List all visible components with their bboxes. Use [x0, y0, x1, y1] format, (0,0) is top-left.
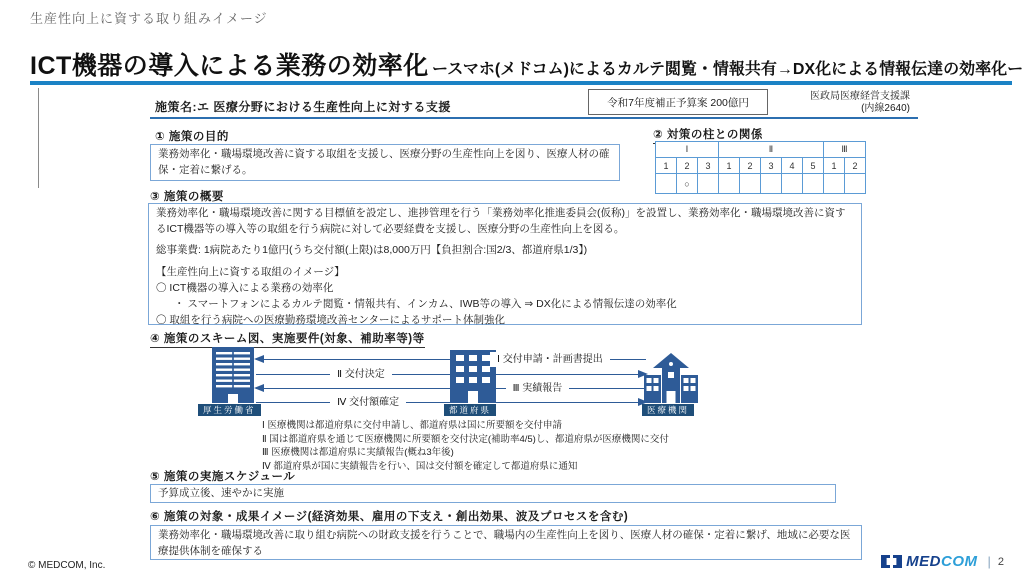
budget-box: 令和7年度補正予算案 200億円: [588, 89, 768, 115]
department-label: [778, 91, 910, 115]
pillar-col: 1: [824, 158, 844, 173]
policy-name: 施策名:エ 医療分野における生産性向上に対する支援: [155, 100, 451, 114]
scheme-notes: [262, 419, 669, 473]
pillar-col: 1: [656, 158, 676, 173]
hospital-building-icon: [644, 353, 698, 403]
copyright-text: © MEDCOM, Inc.: [28, 560, 106, 571]
section4-heading: ④ 施策のスキーム図、実施要件(対象、補助率等)等: [150, 330, 425, 348]
pillar-cell: [845, 174, 865, 193]
flow-label: Ⅰ 交付申請・計画書提出: [490, 352, 610, 367]
section3-bullet1-sub: ・ スマートフォンによるカルテ閲覧・情報共有、インカム、IWB等の導入 ⇒ DX化による情報伝達の効率化: [174, 297, 677, 310]
ministry-building-icon: [212, 347, 254, 403]
flow-label: Ⅳ 交付額確定: [330, 395, 406, 410]
document-left-edge: [38, 88, 39, 188]
pillar-group-1: Ⅰ: [656, 142, 718, 157]
slide-subtitle: ースマホ(メドコム)によるカルテ閲覧・情報共有→DX化による情報伝達の効率化ー: [432, 61, 1024, 78]
section6-body-box: 業務効率化・職場環境改善に取り組む病院への財政支援を行うことで、職場内の生産性向上を図り、医療人材の確保・定着に繋げ、地域に必要な医療提供体制を確保する: [150, 525, 862, 560]
section5-body-box: 予算成立後、速やかに実施: [150, 484, 836, 503]
section1-heading: ① 施策の目的: [155, 128, 229, 146]
scheme-note: Ⅲ 医療機関は都道府県に実績報告(概ね3年後): [262, 447, 454, 458]
pillar-cell: [824, 174, 844, 193]
pillar-mark-circle: ○: [677, 174, 697, 193]
section3-bullet1: 〇 ICT機器の導入による業務の効率化: [156, 282, 334, 294]
pillar-cell: [740, 174, 760, 193]
pillar-relation-table: [655, 141, 866, 194]
scheme-note: Ⅰ 医療機関は都道府県に交付申請し、都道府県は国に所要額を交付申請: [262, 420, 562, 431]
pillar-col: 2: [845, 158, 865, 173]
section3-image-header: 【生産性向上に資する取組のイメージ】: [156, 266, 345, 279]
pillar-col: 2: [677, 158, 697, 173]
section3-paragraph1: 業務効率化・職場環境改善に関する目標値を設定し、進捗管理を行う「業務効率化推進委員会(仮称)」を設置し、業務効率化・職場環境改善に資するICT機器等の導入等の取組を行う病院に対して必要経費を支援し、医療分野の生産性向上を図る。: [156, 207, 846, 235]
entity-label-prefecture: 都道府県: [444, 404, 496, 416]
pillar-group-2: Ⅱ: [719, 142, 823, 157]
scheme-note: Ⅱ 国は都道府県を通じて医療機関に所要額を交付決定(補助率4/5)し、都道府県が医療機関に交付: [262, 433, 669, 445]
department-name: 医政局医療経営支援課: [810, 91, 910, 102]
pillar-cell: [803, 174, 823, 193]
scheme-note: Ⅳ 都道府県が国に実績報告を行い、国は交付額を確定して都道府県に通知: [262, 460, 578, 472]
section1-body-box: 業務効率化・職場環境改善に資する取組を支援し、医療分野の生産性向上を図り、医療人材の確保・定着に繋げる。: [150, 144, 620, 181]
pillar-cell: [656, 174, 676, 193]
pillar-cell: [761, 174, 781, 193]
pillar-col: 1: [719, 158, 739, 173]
entity-label-hospital: 医療機関: [642, 404, 694, 416]
pillar-col: 4: [782, 158, 802, 173]
policy-underline: [150, 117, 918, 119]
section6-heading: ⑥ 施策の対象・成果イメージ(経済効果、雇用の下支え・創出効果、波及プロセスを含む): [150, 508, 628, 526]
header-accent-rule: [30, 81, 1012, 85]
section3-bullet2: 〇 取組を行う病院への医療勤務環境改善センターによるサポート体制強化: [156, 313, 505, 326]
pillar-col: 2: [740, 158, 760, 173]
medcom-logo-icon: [881, 555, 902, 568]
logo-wordmark: MEDCOM: [906, 553, 978, 570]
arrow-left-icon: [254, 384, 264, 392]
section5-heading: ⑤ 施策の実施スケジュール: [150, 468, 295, 486]
pillar-cell: [782, 174, 802, 193]
page-number: 2: [997, 555, 1004, 568]
pillar-cell: [719, 174, 739, 193]
slide-title: ICT機器の導入による業務の効率化: [30, 52, 429, 80]
medcom-logo: [881, 553, 1004, 570]
pillar-col: 3: [761, 158, 781, 173]
entity-label-ministry: 厚生労働省: [198, 404, 261, 416]
section3-heading: ③ 施策の概要: [150, 188, 224, 206]
pillar-col: 5: [803, 158, 823, 173]
section3-body-box: [148, 203, 862, 325]
scheme-diagram: [150, 345, 862, 423]
arrow-left-icon: [254, 355, 264, 363]
pillar-group-3: Ⅲ: [824, 142, 865, 157]
pillar-col: 3: [698, 158, 718, 173]
flow-label: Ⅲ 実績報告: [506, 381, 570, 396]
pillar-cell: [698, 174, 718, 193]
section2-heading: ② 対策の柱との関係: [653, 126, 763, 144]
footer-separator: |: [987, 554, 991, 569]
flow-label: Ⅱ 交付決定: [330, 367, 392, 382]
department-extension: (内線2640): [861, 103, 910, 114]
slide-eyebrow: 生産性向上に資する取り組みイメージ: [30, 11, 268, 26]
section3-paragraph2: 総事業費: 1病院あたり1億円(うち交付額(上限)は8,000万円【負担割合:国2/3、都道府県1/3】): [156, 243, 588, 256]
